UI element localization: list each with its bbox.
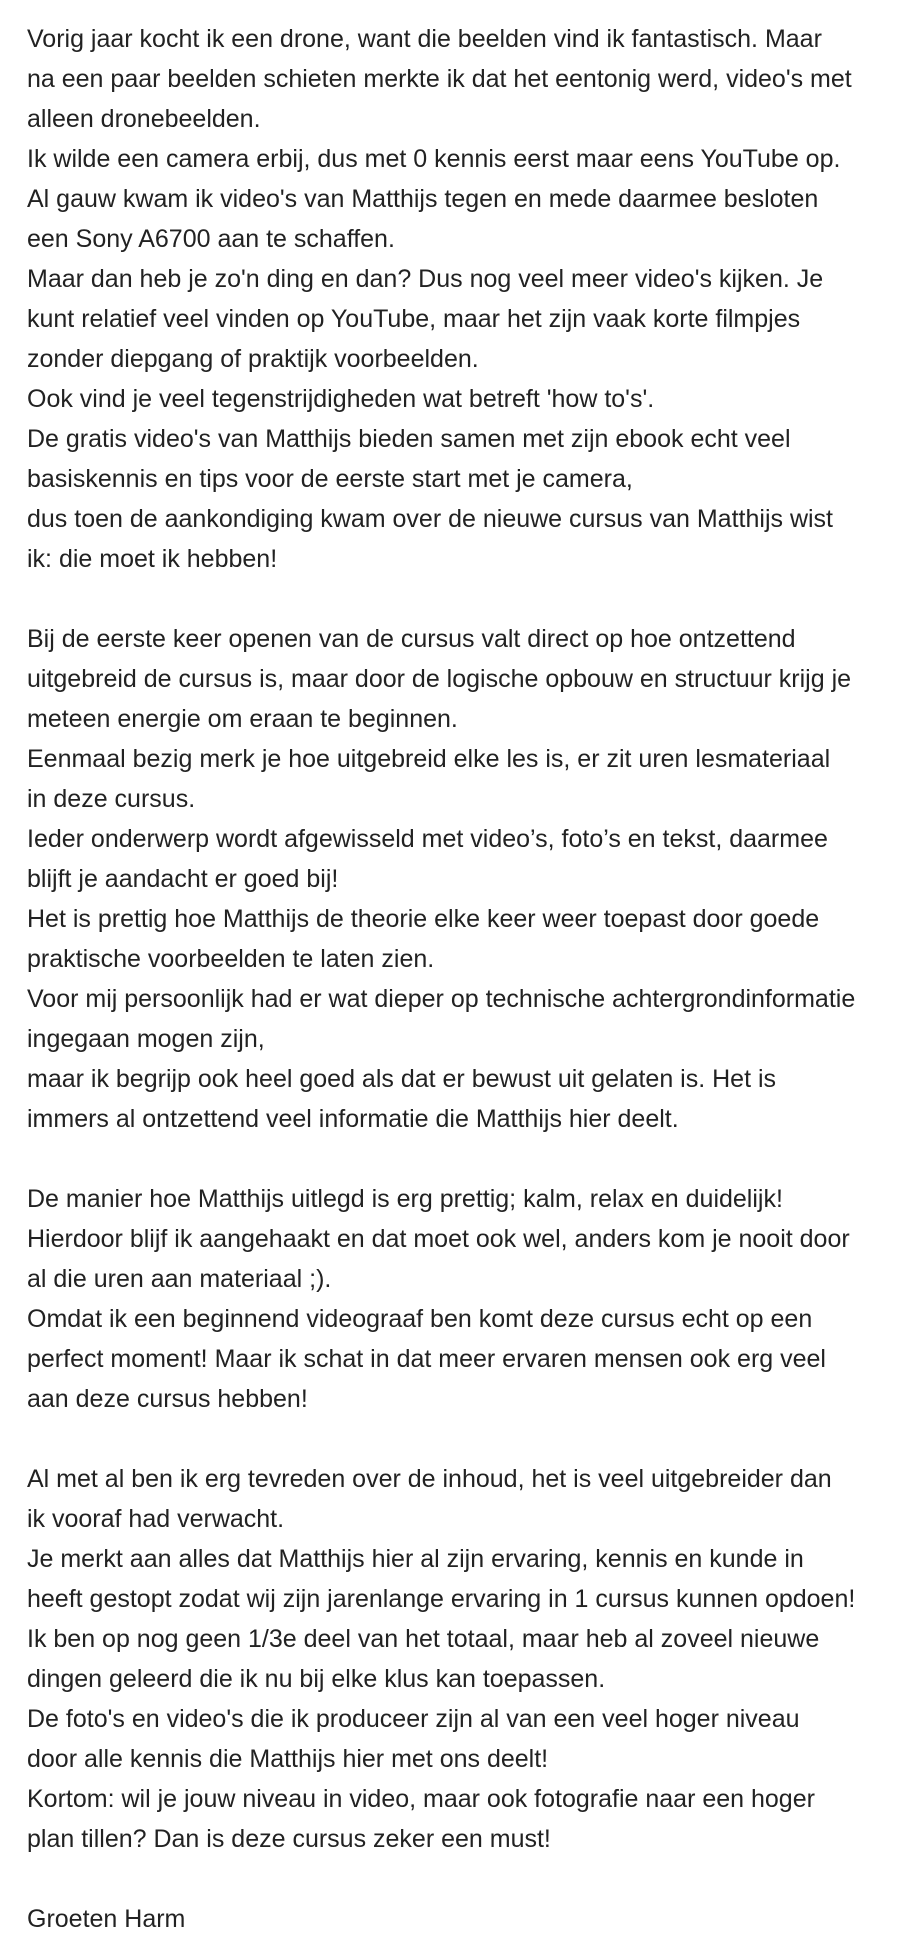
paragraph-spacer	[27, 579, 907, 619]
text-line: immers al ontzettend veel informatie die Matthijs hier deelt.	[27, 1105, 679, 1133]
text-line: kunt relatief veel vinden op YouTube, maar het zijn vaak korte filmpjes	[27, 305, 801, 333]
text-line: alleen dronebeelden.	[27, 105, 261, 133]
review-text	[27, 19, 907, 1939]
review-paragraph-4	[27, 1459, 907, 1859]
text-line: Eenmaal bezig merk je hoe uitgebreid elke les is, er zit uren lesmateriaal	[27, 745, 831, 773]
text-line: uitgebreid de cursus is, maar door de logische opbouw en structuur krijg je	[27, 665, 852, 693]
text-line: praktische voorbeelden te laten zien.	[27, 945, 435, 973]
text-line: De gratis video's van Matthijs bieden samen met zijn ebook echt veel	[27, 425, 791, 453]
text-line: Maar dan heb je zo'n ding en dan? Dus nog veel meer video's kijken. Je	[27, 265, 824, 293]
text-line: ik vooraf had verwacht.	[27, 1505, 285, 1533]
text-line: plan tillen? Dan is deze cursus zeker een must!	[27, 1825, 551, 1853]
review-paragraph-2	[27, 619, 907, 1139]
text-line: Ik ben op nog geen 1/3e deel van het totaal, maar heb al zoveel nieuwe	[27, 1625, 820, 1653]
text-line: Bij de eerste keer openen van de cursus valt direct op hoe ontzettend	[27, 625, 796, 653]
paragraph-spacer	[27, 1859, 907, 1899]
text-line: perfect moment! Maar ik schat in dat meer ervaren mensen ook erg veel	[27, 1345, 826, 1373]
text-line: maar ik begrijp ook heel goed als dat er bewust uit gelaten is. Het is	[27, 1065, 777, 1093]
text-line: dus toen de aankondiging kwam over de nieuwe cursus van Matthijs wist	[27, 505, 833, 533]
text-line: Het is prettig hoe Matthijs de theorie elke keer weer toepast door goede	[27, 905, 820, 933]
review-signoff: Groeten Harm	[27, 1905, 186, 1933]
text-line: De foto's en video's die ik produceer zijn al van een veel hoger niveau	[27, 1705, 800, 1733]
paragraph-spacer	[27, 1419, 907, 1459]
text-line: heeft gestopt zodat wij zijn jarenlange ervaring in 1 cursus kunnen opdoen!	[27, 1585, 856, 1613]
paragraph-spacer	[27, 1139, 907, 1179]
text-line: een Sony A6700 aan te schaffen.	[27, 225, 395, 253]
text-line: Al gauw kwam ik video's van Matthijs tegen en mede daarmee besloten	[27, 185, 819, 213]
text-line: ingegaan mogen zijn,	[27, 1025, 265, 1053]
text-line: dingen geleerd die ik nu bij elke klus kan toepassen.	[27, 1665, 606, 1693]
text-line: Ook vind je veel tegenstrijdigheden wat betreft 'how to's'.	[27, 385, 655, 413]
text-line: Voor mij persoonlijk had er wat dieper op technische achtergrondinformatie	[27, 985, 856, 1013]
text-line: Je merkt aan alles dat Matthijs hier al zijn ervaring, kennis en kunde in	[27, 1545, 804, 1573]
text-line: aan deze cursus hebben!	[27, 1385, 308, 1413]
text-line: Ieder onderwerp wordt afgewisseld met video’s, foto’s en tekst, daarmee	[27, 825, 828, 853]
text-line: Ik wilde een camera erbij, dus met 0 kennis eerst maar eens YouTube op.	[27, 145, 841, 173]
text-line: in deze cursus.	[27, 785, 196, 813]
text-line: al die uren aan materiaal ;).	[27, 1265, 332, 1293]
text-line: De manier hoe Matthijs uitlegd is erg prettig; kalm, relax en duidelijk!	[27, 1185, 783, 1213]
text-line: zonder diepgang of praktijk voorbeelden.	[27, 345, 479, 373]
text-line: door alle kennis die Matthijs hier met ons deelt!	[27, 1745, 549, 1773]
text-line: Al met al ben ik erg tevreden over de inhoud, het is veel uitgebreider dan	[27, 1465, 832, 1493]
text-line: na een paar beelden schieten merkte ik dat het eentonig werd, video's met	[27, 65, 852, 93]
text-line: Hierdoor blijf ik aangehaakt en dat moet ook wel, anders kom je nooit door	[27, 1225, 850, 1253]
text-line: meteen energie om eraan te beginnen.	[27, 705, 458, 733]
text-line: basiskennis en tips voor de eerste start met je camera,	[27, 465, 633, 493]
text-line: blijft je aandacht er goed bij!	[27, 865, 339, 893]
review-paragraph-1	[27, 19, 907, 579]
text-line: Vorig jaar kocht ik een drone, want die beelden vind ik fantastisch. Maar	[27, 25, 822, 53]
text-line: Omdat ik een beginnend videograaf ben komt deze cursus echt op een	[27, 1305, 813, 1333]
review-paragraph-3	[27, 1179, 907, 1419]
text-line: ik: die moet ik hebben!	[27, 545, 278, 573]
text-line: Kortom: wil je jouw niveau in video, maar ook fotografie naar een hoger	[27, 1785, 815, 1813]
